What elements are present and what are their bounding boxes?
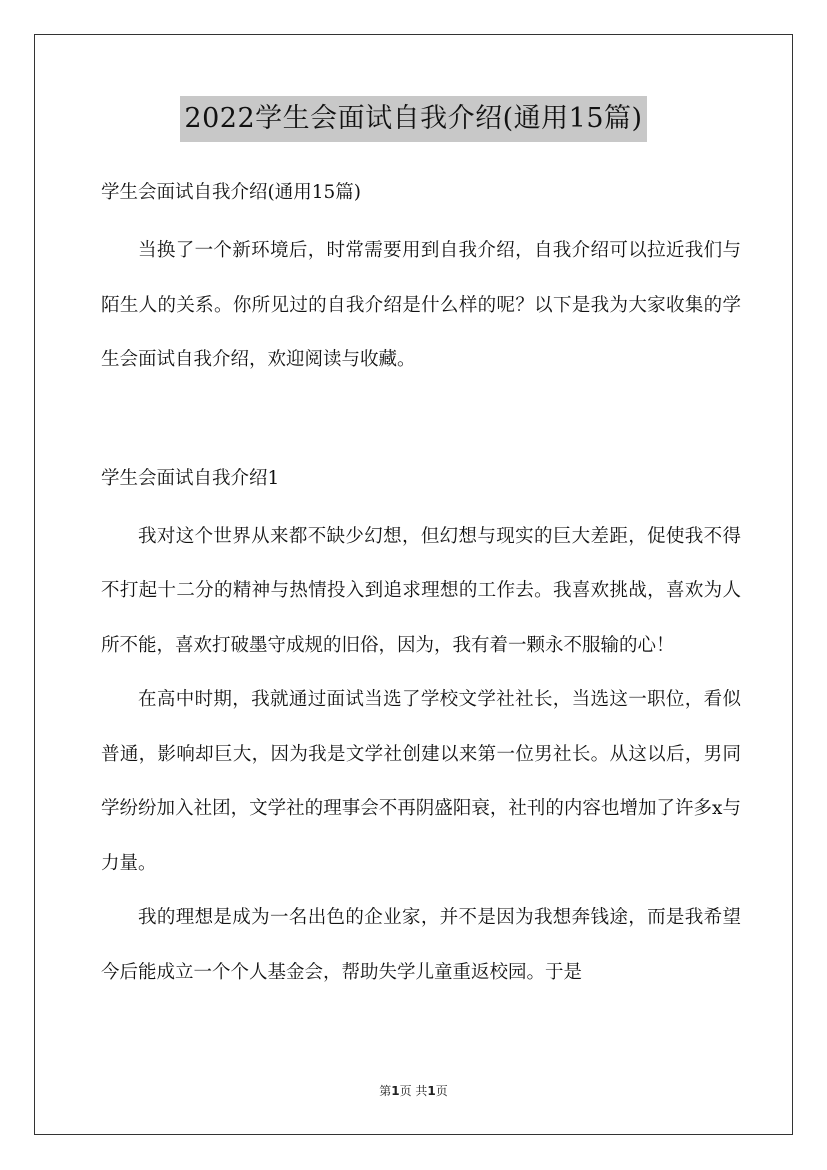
current-page-number: 1 — [391, 1084, 400, 1098]
body-paragraph: 我的理想是成为一名出色的企业家，并不是因为我想奔钱途，而是我希望今后能成立一个个人基金会，帮助失学儿童重返校园。于是 — [101, 907, 741, 983]
intro-paragraph: 当换了一个新环境后，时常需要用到自我介绍，自我介绍可以拉近我们与陌生人的关系。你所见过的自我介绍是什么样的呢？以下是我为大家收集的学生会面试自我介绍，欢迎阅读与收藏。 — [101, 240, 741, 370]
body-paragraph: 我对这个世界从来都不缺少幻想，但幻想与现实的巨大差距，促使我不得不打起十二分的精神与热情投入到追求理想的工作去。我喜欢挑战，喜欢为人所不能，喜欢打破墨守成规的旧俗，因为，我有着一颗永不服输的心！ — [101, 525, 741, 656]
page-footer — [0, 1082, 827, 1099]
document-subtitle: 学生会面试自我介绍(通用15篇) — [101, 182, 361, 203]
page-label-mid: 页 共 — [399, 1084, 428, 1098]
body-paragraph: 在高中时期，我就通过面试当选了学校文学社社长，当选这一职位，看似普通，影响却巨大，因为我是文学社创建以来第一位男社长。从这以后，男同学纷纷加入社团，文学社的理事会不再阴盛阳衰，社刊的内容也增加了许多x与力量。 — [101, 689, 741, 874]
page-label-prefix: 第 — [379, 1084, 392, 1098]
document-title: 2022学生会面试自我介绍(通用15篇) — [180, 96, 646, 142]
document-body — [101, 174, 741, 1000]
page-label-suffix: 页 — [435, 1084, 448, 1098]
section-heading: 学生会面试自我介绍1 — [101, 467, 280, 489]
total-page-number: 1 — [427, 1084, 436, 1098]
title-area — [0, 96, 827, 142]
